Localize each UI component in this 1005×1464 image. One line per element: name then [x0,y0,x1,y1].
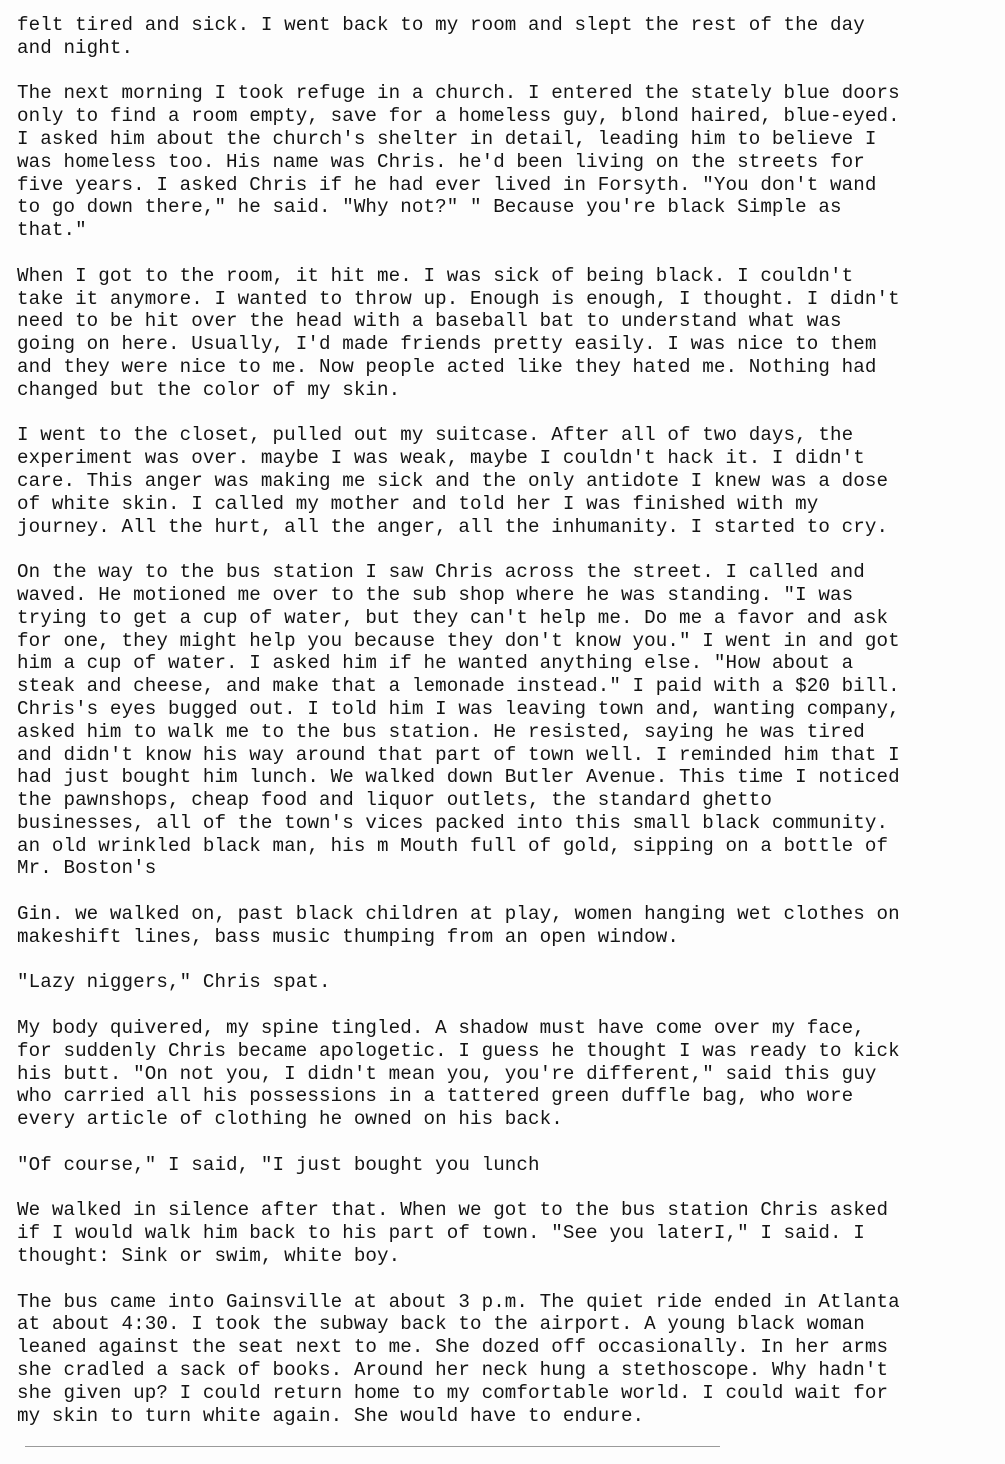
text-line: for suddenly Chris became apologetic. I guess he thought I was ready to kick [17,1039,900,1062]
text-line: she cradled a sack of books. Around her neck hung a stethoscope. Why hadn't [17,1359,889,1382]
text-line: "Lazy niggers," Chris spat. [17,971,331,994]
paragraph [17,1199,997,1267]
text-line: going on here. Usually, I'd made friends pretty easily. I was nice to them [17,333,877,356]
text-line: who carried all his possessions in a tattered green duffle bag, who wore [17,1085,854,1108]
paragraph [17,265,997,402]
text-line: had just bought him lunch. We walked down Butler Avenue. This time I noticed [17,766,900,789]
text-line: was homeless too. His name was Chris. he'd been living on the streets for [17,150,865,173]
text-line: My body quivered, my spine tingled. A shadow must have come over my face, [17,1017,865,1040]
text-line: When I got to the room, it hit me. I was sick of being black. I couldn't [17,264,854,287]
text-line: my skin to turn white again. She would have to endure. [17,1404,645,1427]
paragraph [17,1291,997,1428]
text-line: leaned against the seat next to me. She dozed off occasionally. In her arms [17,1336,889,1359]
text-line: waved. He motioned me over to the sub shop where he was standing. "I was [17,583,854,606]
text-line: Mr. Boston's [17,857,157,880]
paragraph [17,561,997,880]
text-line: take it anymore. I wanted to throw up. Enough is enough, I thought. I didn't [17,287,900,310]
text-line: "Of course," I said, "I just bought you lunch [17,1153,540,1176]
text-line: to go down there," he said. "Why not?" " Because you're black Simple as [17,196,842,219]
text-line: every article of clothing he owned on his back. [17,1108,563,1131]
text-line: she given up? I could return home to my comfortable world. I could wait for [17,1381,889,1404]
text-line: five years. I asked Chris if he had ever lived in Forsyth. "You don't wand [17,173,877,196]
text-line: and night. [17,36,134,59]
text-line: thought: Sink or swim, white boy. [17,1245,401,1268]
text-line: asked him to walk me to the bus station. He resisted, saying he was tired [17,720,865,743]
text-line: steak and cheese, and make that a lemonade instead." I paid with a $20 bill. [17,675,900,698]
text-line: care. This anger was making me sick and the only antidote I knew was a dose [17,469,889,492]
document-body [17,14,997,1450]
text-line: of white skin. I called my mother and told her I was finished with my [17,492,819,515]
text-line: at about 4:30. I took the subway back to the airport. A young black woman [17,1313,865,1336]
text-line: journey. All the hurt, all the anger, all the inhumanity. I started to cry. [17,515,889,538]
text-line: On the way to the bus station I saw Chris across the street. I called and [17,561,865,584]
text-line: felt tired and sick. I went back to my room and slept the rest of the day [17,14,865,36]
paragraph [17,14,997,60]
text-line: I asked him about the church's shelter in detail, leading him to believe I [17,127,877,150]
text-line: The bus came into Gainsville at about 3 p.m. The quiet ride ended in Atlanta [17,1290,900,1313]
paragraph [17,903,997,949]
footer-rule [25,1446,720,1447]
text-line: Gin. we walked on, past black children at play, women hanging wet clothes on [17,903,900,926]
text-line: makeshift lines, bass music thumping from an open window. [17,925,680,948]
text-line: Chris's eyes bugged out. I told him I was leaving town and, wanting company, [17,697,900,720]
text-line: an old wrinkled black man, his m Mouth full of gold, sipping on a bottle of [17,834,889,857]
paragraph [17,1154,997,1177]
text-line: The next morning I took refuge in a church. I entered the stately blue doors [17,82,900,105]
paragraph [17,424,997,538]
paragraph [17,1017,997,1131]
text-line: I went to the closet, pulled out my suitcase. After all of two days, the [17,424,854,447]
text-line: if I would walk him back to his part of town. "See you laterI," I said. I [17,1222,865,1245]
text-line: and they were nice to me. Now people acted like they hated me. Nothing had [17,355,877,378]
text-line: the pawnshops, cheap food and liquor outlets, the standard ghetto [17,789,772,812]
text-line: that." [17,219,87,242]
paragraph [17,971,997,994]
text-line: him a cup of water. I asked him if he wanted anything else. "How about a [17,652,854,675]
text-line: changed but the color of my skin. [17,378,401,401]
text-line: and didn't know his way around that part of town well. I reminded him that I [17,743,900,766]
paragraph [17,82,997,242]
text-line: businesses, all of the town's vices packed into this small black community. [17,811,889,834]
text-line: for one, they might help you because they don't know you." I went in and got [17,629,900,652]
text-line: need to be hit over the head with a baseball bat to understand what was [17,310,842,333]
text-line: We walked in silence after that. When we got to the bus station Chris asked [17,1199,889,1222]
text-line: experiment was over. maybe I was weak, maybe I couldn't hack it. I didn't [17,447,865,470]
text-line: his butt. "On not you, I didn't mean you, you're different," said this guy [17,1062,877,1085]
text-line: trying to get a cup of water, but they can't help me. Do me a favor and ask [17,606,889,629]
text-line: only to find a room empty, save for a homeless guy, blond haired, blue-eyed. [17,105,900,128]
